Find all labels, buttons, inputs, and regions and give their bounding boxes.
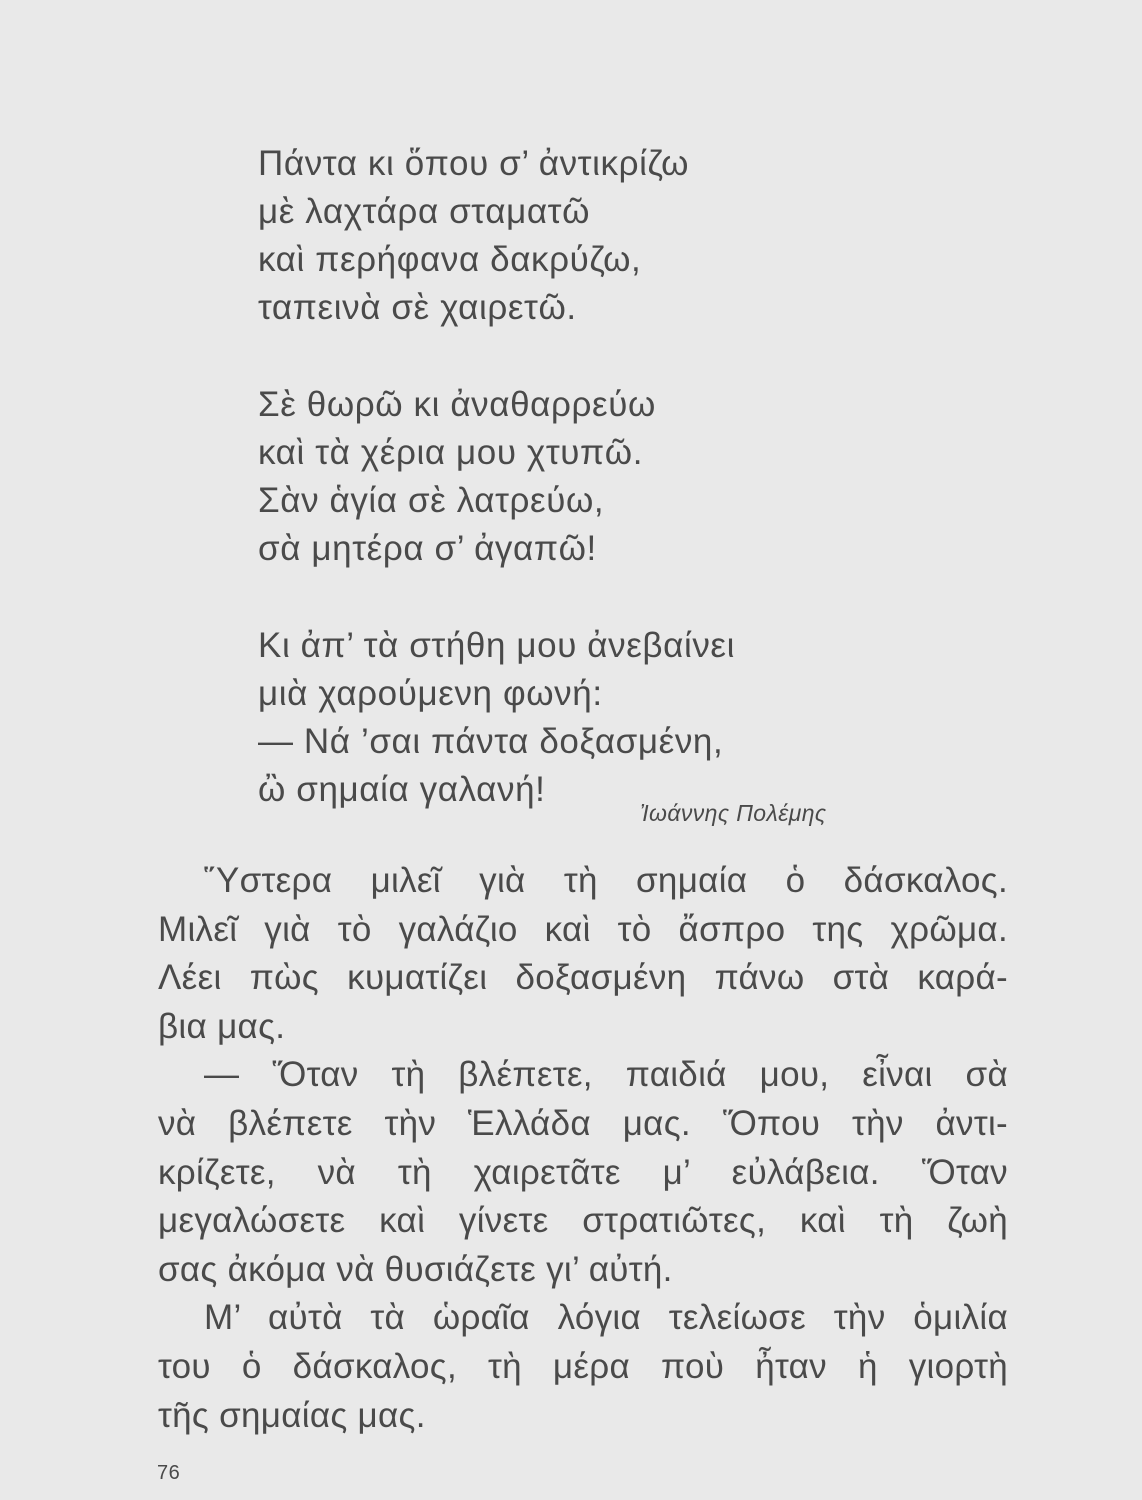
prose-text xyxy=(158,857,1008,1440)
prose-line: Μ’ αὐτὰ τὰ ὡραῖα λόγια τελείωσε τὴν ὁμιλία xyxy=(204,1298,1008,1338)
prose-line: σας ἀκόμα νὰ θυσιάζετε γι’ αὐτή. xyxy=(158,1249,673,1289)
prose-line: Λέει πὼς κυματίζει δοξασμένη πάνω στὰ καρά- xyxy=(158,958,1008,998)
prose-line: νὰ βλέπετε τὴν Ἑλλάδα μας. Ὅπου τὴν ἀντι- xyxy=(158,1103,1008,1143)
poem-stanza-3 xyxy=(258,622,898,814)
poem-line: — Νά ’σαι πάντα δοξασμένη, xyxy=(258,722,724,761)
prose-line: βια μας. xyxy=(158,1006,286,1046)
poem-line: Κι ἀπ’ τὰ στήθη μου ἀνεβαίνει xyxy=(258,626,736,665)
prose-line: κρίζετε, νὰ τὴ χαιρετᾶτε μ’ εὐλάβεια. Ὅταν xyxy=(158,1152,1008,1192)
poem-author: Ἰωάννης Πολέμης xyxy=(640,800,827,826)
poem-stanza-2 xyxy=(258,381,898,573)
poem-line: Πάντα κι ὅπου σ’ ἀντικρίζω xyxy=(258,144,690,183)
poem-line: Σὲ θωρῶ κι ἀναθαρρεύω xyxy=(258,385,656,424)
prose-line: του ὁ δάσκαλος, τὴ μέρα ποὺ ἦταν ἡ γιορτὴ xyxy=(158,1346,1008,1386)
poem-line: ὢ σημαία γαλανή! xyxy=(258,770,546,809)
poem-line: σὰ μητέρα σ’ ἀγαπῶ! xyxy=(258,529,597,568)
prose-line: Ὕστερα μιλεῖ γιὰ τὴ σημαία ὁ δάσκαλος. xyxy=(204,861,1008,900)
poem xyxy=(258,140,898,814)
poem-line: μιὰ χαρούμενη φωνή: xyxy=(258,674,603,713)
prose-line: — Ὅταν τὴ βλέπετε, παιδιά μου, εἶναι σὰ xyxy=(204,1055,1008,1095)
prose-line: τῆς σημαίας μας. xyxy=(158,1395,426,1435)
prose-line: Μιλεῖ γιὰ τὸ γαλάζιο καὶ τὸ ἄσπρο της χρῶμα. xyxy=(158,909,1008,949)
poem-line: καὶ περήφανα δακρύζω, xyxy=(258,240,642,279)
page-number: 76 xyxy=(157,1462,181,1484)
poem-line: Σὰν ἁγία σὲ λατρεύω, xyxy=(258,481,605,520)
poem-line: καὶ τὰ χέρια μου χτυπῶ. xyxy=(258,433,644,472)
poem-stanza-1 xyxy=(258,140,898,332)
poem-line: ταπεινὰ σὲ χαιρετῶ. xyxy=(258,288,577,327)
prose-line: μεγαλώσετε καὶ γίνετε στρατιῶτες, καὶ τὴ ζωὴ xyxy=(158,1201,1008,1241)
poem-line: μὲ λαχτάρα σταματῶ xyxy=(258,192,591,231)
